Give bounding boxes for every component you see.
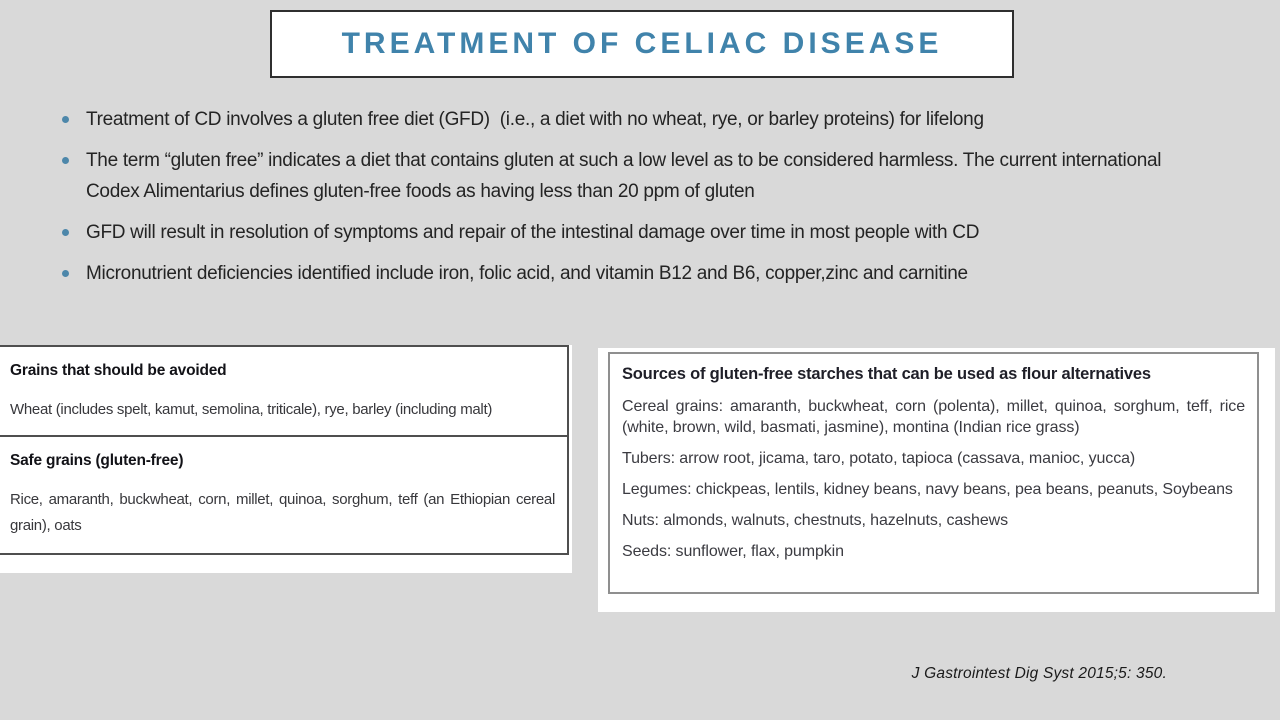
bullet-text: The term “gluten free” indicates a diet that contains gluten at such a low level as to be considered harmless. The current international Codex Alimentarius defines gluten-free foods as having less than 20 ppm of gluten [86,150,1167,202]
bullet-list [62,104,1187,299]
safe-grains-header: Safe grains (gluten-free) [10,452,184,469]
starches-row-legumes: Legumes: chickpeas, lentils, kidney beans, navy beans, pea beans, peanuts, Soybeans [622,481,1233,498]
bullet-text: Treatment of CD involves a gluten free diet (GFD) (i.e., a diet with no wheat, rye, or barley proteins) for lifelong [86,109,984,130]
bullet-item [62,104,1187,135]
starches-row-tubers: Tubers: arrow root, jicama, taro, potato, tapioca (cassava, manioc, yucca) [622,450,1136,467]
slide-title: TREATMENT OF CELIAC DISEASE [341,27,943,60]
bullet-text: GFD will result in resolution of symptoms and repair of the intestinal damage over time in most people with CD [86,222,980,243]
bullet-icon [62,116,69,123]
gluten-free-starches-table [598,348,1275,612]
starches-row-nuts: Nuts: almonds, walnuts, chestnuts, hazelnuts, cashews [622,512,1009,529]
bullet-icon [62,229,69,236]
citation: J Gastrointest Dig Syst 2015;5: 350. [911,665,1167,682]
safe-grains-body: Rice, amaranth, buckwheat, corn, millet, quinoa, sorghum, teff (an Ethiopian cereal grain), oats [10,491,555,534]
title-box [270,10,1014,78]
starches-row-seeds: Seeds: sunflower, flax, pumpkin [622,543,844,560]
bullet-text: Micronutrient deficiencies identified include iron, folic acid, and vitamin B12 and B6, copper,zinc and carnitine [86,263,968,284]
bullet-icon [62,270,69,277]
avoided-grains-section [0,347,567,437]
safe-grains-section [0,437,567,553]
grains-avoided-safe-table [0,345,572,573]
starches-row-cereal-grains: Cereal grains: amaranth, buckwheat, corn (polenta), millet, quinoa, sorghum, teff, rice (white, brown, wild, basmati, jasmine), montina (Indian rice grass) [622,398,1245,436]
bullet-item [62,217,1187,248]
right-table [608,352,1259,594]
avoided-grains-header: Grains that should be avoided [10,362,227,379]
bullet-icon [62,157,69,164]
avoided-grains-body: Wheat (includes spelt, kamut, semolina, triticale), rye, barley (including malt) [10,401,493,418]
left-table [0,345,569,555]
starches-header: Sources of gluten-free starches that can be used as flour alternatives [622,365,1151,383]
bullet-item [62,145,1187,207]
bullet-item [62,258,1187,289]
